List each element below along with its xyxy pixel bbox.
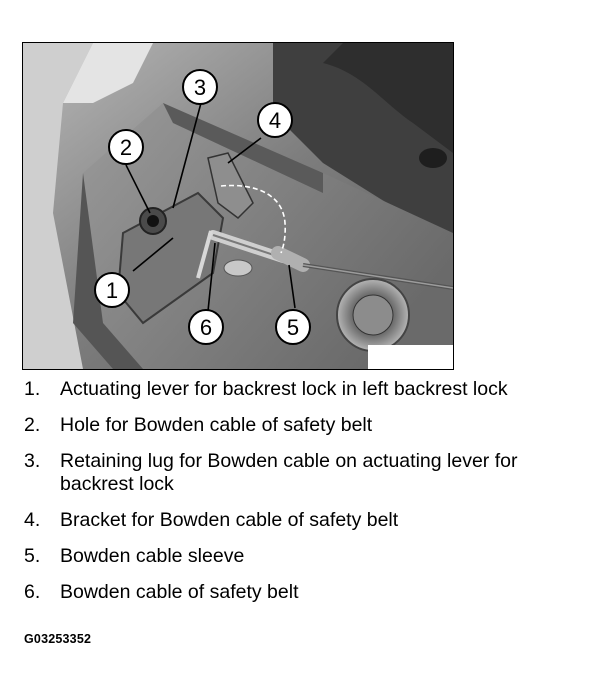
svg-text:1: 1 — [105, 278, 119, 303]
legend-item — [24, 414, 584, 437]
svg-text:3: 3 — [193, 75, 207, 100]
legend-item — [24, 581, 584, 604]
legend-item — [24, 378, 584, 401]
legend-number: 4. — [24, 509, 41, 531]
legend-text: Bowden cable of safety belt — [60, 581, 299, 603]
legend-number: 5. — [24, 545, 41, 567]
photo-illustration — [23, 43, 453, 369]
legend-number: 6. — [24, 581, 41, 603]
svg-text:4: 4 — [268, 108, 282, 133]
legend-text: Retaining lug for Bowden cable on actuating lever for backrest lock — [60, 450, 518, 495]
legend-text: Actuating lever for backrest lock in left backrest lock — [60, 378, 508, 400]
callout-4 — [258, 103, 292, 137]
callout-1 — [95, 273, 129, 307]
legend-item — [24, 509, 584, 532]
legend-item — [24, 545, 584, 568]
legend-text: Bowden cable sleeve — [60, 545, 245, 567]
svg-text:2: 2 — [119, 135, 133, 160]
callout-3 — [183, 70, 217, 104]
legend-item — [24, 450, 584, 496]
callout-5 — [276, 310, 310, 344]
legend-number: 2. — [24, 414, 41, 436]
legend-text: Hole for Bowden cable of safety belt — [60, 414, 373, 436]
legend-number: 3. — [24, 450, 41, 472]
callout-6 — [189, 310, 223, 344]
legend-text: Bracket for Bowden cable of safety belt — [60, 509, 399, 531]
component-photo — [22, 42, 454, 370]
legend-number: 1. — [24, 378, 41, 400]
callout-2 — [109, 130, 143, 164]
legend-list — [24, 378, 584, 617]
svg-text:5: 5 — [286, 315, 300, 340]
svg-text:6: 6 — [199, 315, 213, 340]
figure-code: G03253352 — [24, 632, 92, 646]
